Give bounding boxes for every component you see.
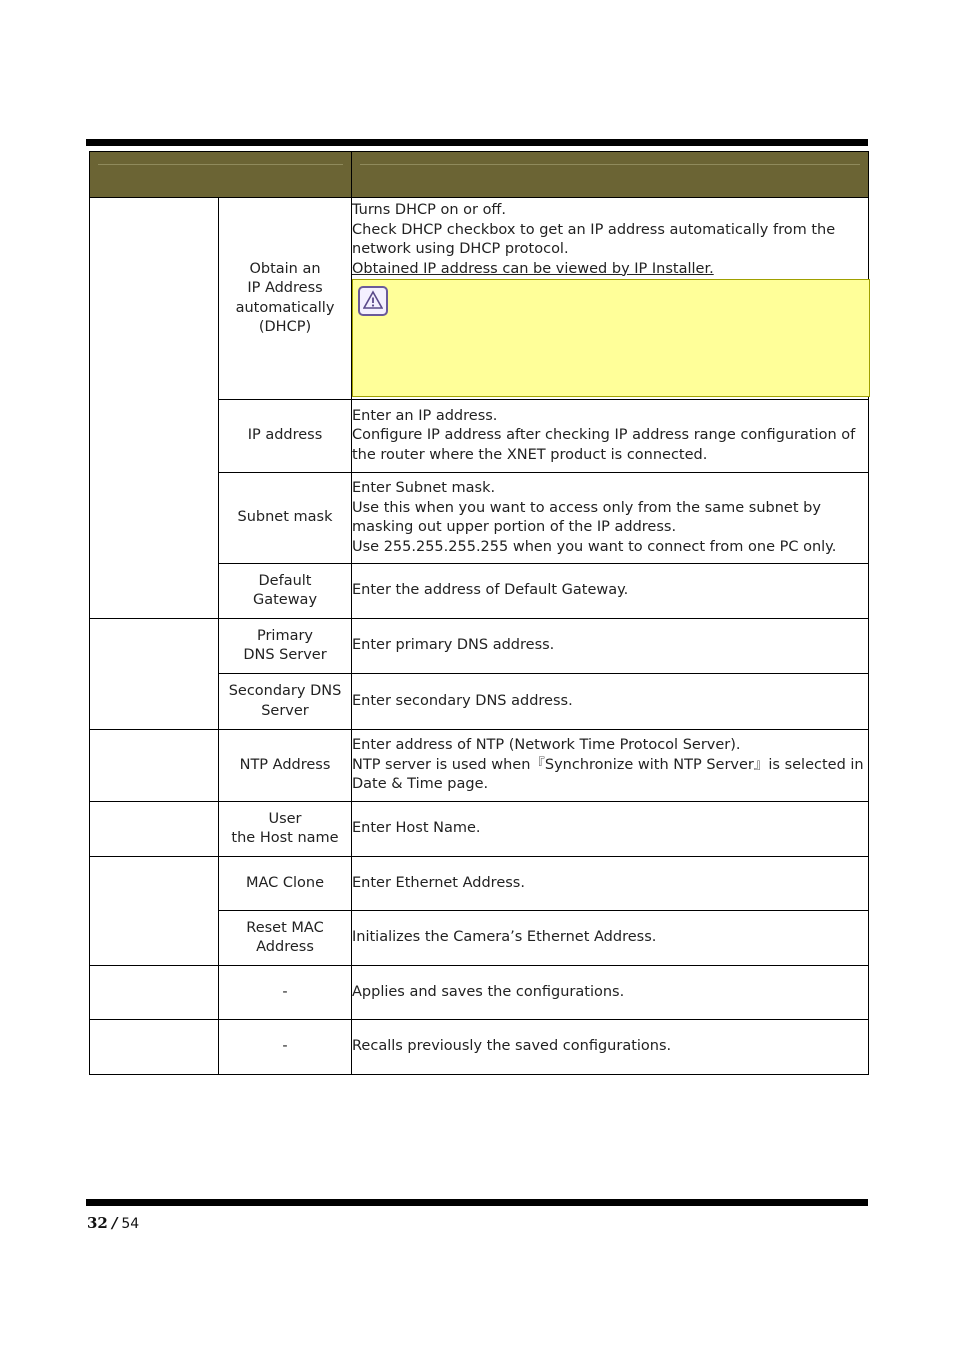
- description-text: NTP server is used when『Synchronize with NTP Server』is selected in Date & Time page.: [352, 756, 864, 793]
- description-cell: [352, 802, 869, 857]
- description-text: Enter Subnet mask.: [352, 480, 496, 496]
- category-cell: [90, 1020, 219, 1075]
- description-cell: [352, 911, 869, 966]
- page-separator: /: [111, 1214, 118, 1232]
- description-text-underlined: Obtained IP address can be viewed by IP Installer.: [352, 260, 714, 277]
- item-cell: [219, 674, 352, 730]
- item-label: Obtain an: [249, 260, 321, 277]
- item-cell: [219, 564, 352, 619]
- category-cell: [90, 966, 219, 1020]
- description-text: Use 255.255.255.255 when you want to connect from one PC only.: [352, 538, 837, 555]
- item-cell: [219, 1020, 352, 1075]
- item-label: Gateway: [252, 592, 318, 608]
- item-cell: [219, 911, 352, 966]
- description-cell: [352, 198, 869, 400]
- item-label: Secondary DNS: [228, 683, 342, 699]
- item-label: Primary: [256, 627, 314, 644]
- description-cell: [352, 619, 869, 674]
- table-row: [90, 198, 869, 400]
- description-cell: [352, 674, 869, 730]
- page-current: 32: [87, 1214, 108, 1232]
- category-cell: [90, 198, 219, 619]
- description-cell: [352, 473, 869, 564]
- item-cell: [219, 473, 352, 564]
- item-label: -: [282, 983, 288, 1000]
- description-text: Check DHCP checkbox to get an IP address automatically from the network using DHCP protocol.: [352, 221, 836, 257]
- category-cell: [90, 802, 219, 857]
- item-label: IP Address: [247, 280, 323, 296]
- table-row: [90, 730, 869, 802]
- description-text: Enter Host Name.: [352, 820, 481, 837]
- item-label: Reset MAC: [246, 919, 324, 936]
- item-cell: [219, 802, 352, 857]
- description-text: Enter primary DNS address.: [352, 637, 555, 654]
- description-cell: [352, 400, 869, 473]
- item-cell: [219, 619, 352, 674]
- description-text: Recalls previously the saved configurations.: [352, 1038, 672, 1055]
- item-cell: [219, 198, 352, 400]
- item-label: Subnet mask: [237, 509, 333, 526]
- description-text: Applies and saves the configurations.: [352, 983, 625, 1000]
- item-label: User: [268, 810, 302, 827]
- item-label: Address: [256, 939, 314, 955]
- description-text: Configure IP address after checking IP address range configuration of the router where the XNET product is connected.: [352, 427, 856, 463]
- description-cell: [352, 966, 869, 1020]
- item-label: the Host name: [231, 830, 339, 846]
- item-label: DNS Server: [243, 647, 327, 663]
- top-rule: [86, 139, 868, 146]
- item-cell: [219, 857, 352, 911]
- table-header-row: [90, 152, 869, 198]
- description-cell: [352, 857, 869, 911]
- category-cell: [90, 730, 219, 802]
- table-row: [90, 966, 869, 1020]
- table-row: [90, 802, 869, 857]
- item-label: automatically: [235, 299, 335, 316]
- description-text: Enter the address of Default Gateway.: [352, 582, 629, 599]
- description-text: Use this when you want to access only from the same subnet by masking out upper portion of the IP address.: [352, 499, 821, 535]
- description-cell: [352, 730, 869, 802]
- item-label: (DHCP): [258, 319, 312, 335]
- item-label: Default: [258, 572, 312, 589]
- item-cell: [219, 966, 352, 1020]
- table-row: [90, 619, 869, 674]
- note-box: [352, 279, 870, 397]
- page-number: [87, 1214, 139, 1232]
- description-text: Enter an IP address.: [352, 407, 498, 424]
- category-cell: [90, 857, 219, 966]
- description-text: Turns DHCP on or off.: [352, 202, 507, 218]
- description-text: Enter secondary DNS address.: [352, 692, 573, 709]
- warning-icon: [358, 286, 388, 316]
- description-text: Initializes the Camera’s Ethernet Address.: [352, 929, 657, 946]
- page-total: 54: [121, 1216, 140, 1232]
- item-label: MAC Clone: [245, 874, 325, 891]
- bottom-rule: [86, 1199, 868, 1206]
- description-text: Enter Ethernet Address.: [352, 874, 525, 891]
- item-cell: [219, 730, 352, 802]
- description-text: Enter address of NTP (Network Time Protocol Server).: [352, 737, 741, 754]
- description-cell: [352, 564, 869, 619]
- item-label: IP address: [247, 427, 323, 444]
- category-cell: [90, 619, 219, 730]
- item-label: Server: [261, 702, 309, 719]
- item-label: NTP Address: [239, 756, 331, 773]
- item-label: -: [282, 1038, 288, 1055]
- item-cell: [219, 400, 352, 473]
- table-row: [90, 1020, 869, 1075]
- network-settings-table: [89, 151, 869, 1075]
- table-row: [90, 857, 869, 911]
- header-cell-item: [90, 152, 352, 198]
- header-cell-description: [352, 152, 869, 198]
- description-cell: [352, 1020, 869, 1075]
